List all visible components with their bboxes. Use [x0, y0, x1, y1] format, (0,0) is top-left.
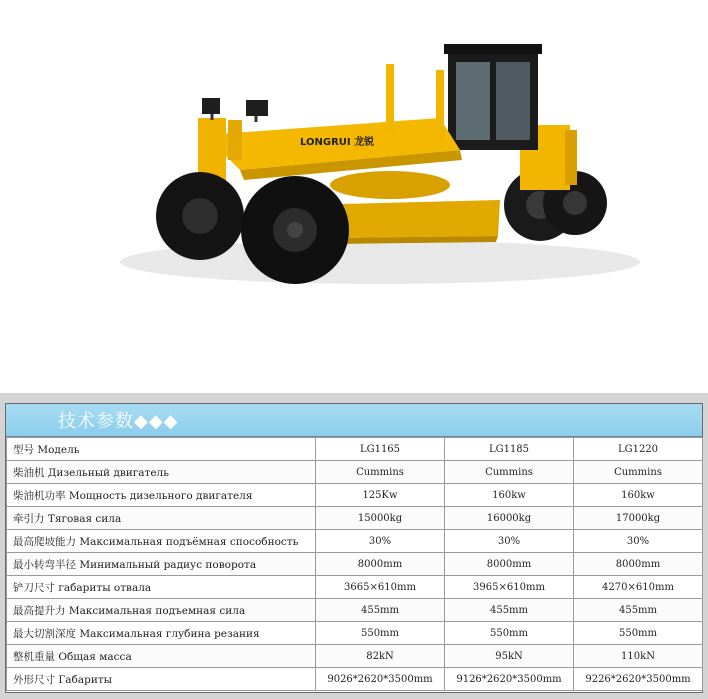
value-cell: 82kN [316, 645, 445, 668]
value-cell: 455mm [445, 599, 574, 622]
table-row [7, 530, 703, 553]
value-cell: Cummins [445, 461, 574, 484]
table-row [7, 461, 703, 484]
value-cell: 455mm [574, 599, 703, 622]
row-label: 最高爬坡能力 Максимальная подъёмная способность [7, 530, 316, 553]
value-cell: 160kw [445, 484, 574, 507]
row-label: 最高提升力 Максимальная подъемная сила [7, 599, 316, 622]
value-cell: 9226*2620*3500mm [574, 668, 703, 691]
value-cell: 550mm [445, 622, 574, 645]
row-label: 整机重量 Общая масса [7, 645, 316, 668]
spec-table-title: 技术参数◆◆◆ [58, 411, 179, 432]
table-row [7, 553, 703, 576]
model-cell: LG1165 [316, 438, 445, 461]
value-cell: 9026*2620*3500mm [316, 668, 445, 691]
value-cell: 95kN [445, 645, 574, 668]
row-label: 外形尺寸 Габариты [7, 668, 316, 691]
model-cell: LG1220 [574, 438, 703, 461]
row-label: 型号 Модель [7, 438, 316, 461]
value-cell: 30% [316, 530, 445, 553]
value-cell: 30% [445, 530, 574, 553]
table-row [7, 576, 703, 599]
value-cell: 4270×610mm [574, 576, 703, 599]
table-row [7, 645, 703, 668]
table-row [7, 668, 703, 691]
value-cell: 550mm [574, 622, 703, 645]
value-cell: 550mm [316, 622, 445, 645]
value-cell: 8000mm [445, 553, 574, 576]
row-label: 铲刀尺寸 габариты отвала [7, 576, 316, 599]
value-cell: 8000mm [574, 553, 703, 576]
value-cell: 9126*2620*3500mm [445, 668, 574, 691]
row-label: 牵引力 Тяговая сила [7, 507, 316, 530]
value-cell: 3965×610mm [445, 576, 574, 599]
value-cell: 8000mm [316, 553, 445, 576]
table-row [7, 622, 703, 645]
value-cell: Cummins [316, 461, 445, 484]
value-cell: 455mm [316, 599, 445, 622]
table-row [7, 484, 703, 507]
value-cell: Cummins [574, 461, 703, 484]
model-cell: LG1185 [445, 438, 574, 461]
value-cell: 15000kg [316, 507, 445, 530]
table-row [7, 599, 703, 622]
row-label: 最小转弯半径 Минимальный радиус поворота [7, 553, 316, 576]
value-cell: 16000kg [445, 507, 574, 530]
table-row-model [7, 438, 703, 461]
row-label: 柴油机 Дизельный двигатель [7, 461, 316, 484]
row-label: 最大切割深度 Максимальная глубина резания [7, 622, 316, 645]
value-cell: 160kw [574, 484, 703, 507]
spec-table-header [6, 404, 702, 437]
table-row [7, 507, 703, 530]
spec-table [6, 437, 703, 691]
value-cell: 3665×610mm [316, 576, 445, 599]
value-cell: 17000kg [574, 507, 703, 530]
value-cell: 125Kw [316, 484, 445, 507]
row-label: 柴油机功率 Мощность дизельного двигателя [7, 484, 316, 507]
value-cell: 30% [574, 530, 703, 553]
brand-logo-text: LONGRUI 龙锐 [300, 137, 375, 148]
value-cell: 110kN [574, 645, 703, 668]
